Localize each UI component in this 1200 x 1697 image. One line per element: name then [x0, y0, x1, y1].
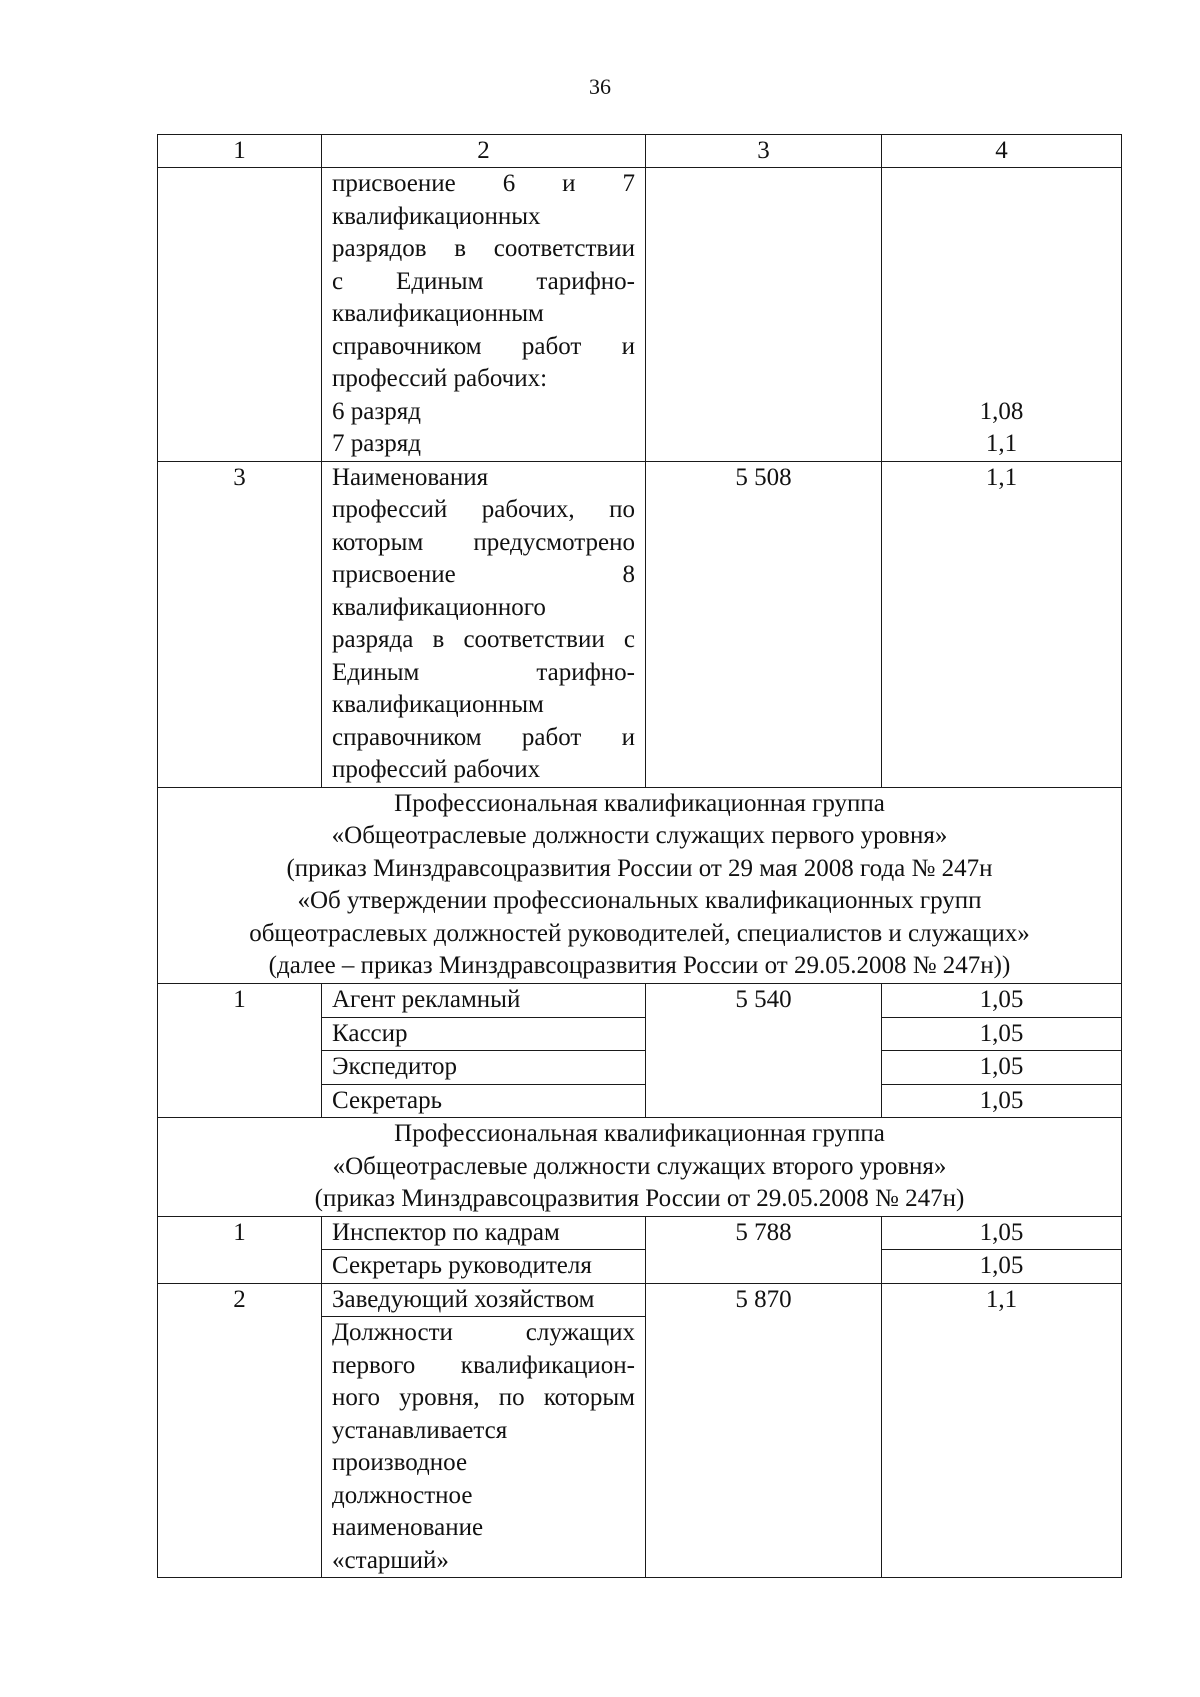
group-header-row [158, 787, 1122, 984]
coefficient-cell: 1,1 [882, 1283, 1122, 1578]
salary-cell: 5 540 [646, 984, 882, 1118]
salary-cell: 5 870 [646, 1283, 882, 1578]
position-description: Должности служащих первого квалификацион- ного уровня, по которым устанавливается производное должностное наименование «старший» [322, 1317, 646, 1578]
coefficient-cell: 1,05 [882, 984, 1122, 1018]
profession-description: Наименования профессий рабочих, по которым предусмотрено присвоение 8 квалификационного разряда в соответствии с Единым тарифно- квалификационным справочником работ и профессий рабочих [322, 461, 646, 787]
position-name: Секретарь [322, 1084, 646, 1118]
table-row [158, 1283, 1122, 1317]
header-col-4: 4 [882, 135, 1122, 168]
position-name: Агент рекламный [322, 984, 646, 1018]
coefficient-cell: 1,05 [882, 1250, 1122, 1284]
table-row [158, 1216, 1122, 1250]
coefficient-cell: 1,05 [882, 1216, 1122, 1250]
table-row [158, 461, 1122, 787]
header-col-1: 1 [158, 135, 322, 168]
group-2-heading: Профессиональная квалификационная группа «Общеотраслевые должности служащих второго уровня» (приказ Минздравсоцразвития России от 29.05.2008 № 247н) [158, 1118, 1122, 1217]
table-row [158, 984, 1122, 1018]
header-col-2: 2 [322, 135, 646, 168]
coefficient-cell: 1,05 [882, 1051, 1122, 1085]
coefficient-cell: 1,1 [882, 461, 1122, 787]
position-name: Секретарь руководителя [322, 1250, 646, 1284]
salary-cell: 5 788 [646, 1216, 882, 1283]
salary-cell: 5 508 [646, 461, 882, 787]
page-number: 36 [589, 74, 611, 99]
table-row [158, 168, 1122, 462]
profession-description: присвоение 6 и 7 квалификационных разрядов в соответствии с Единым тарифно- квалификационным справочником работ и профессий рабочих: 6 разряд 7 разряд [322, 168, 646, 462]
table-header-row [158, 135, 1122, 168]
position-name: Инспектор по кадрам [322, 1216, 646, 1250]
coefficient-cell: 1,05 [882, 1084, 1122, 1118]
salary-cell [646, 168, 882, 462]
group-1-heading: Профессиональная квалификационная группа «Общеотраслевые должности служащих первого уровня» (приказ Минздравсоцразвития России от 29 мая 2008 года № 247н «Об утверждении профессиональных квалификационных групп общеотраслевых должностей руководителей, специалистов и служащих» (далее – приказ Минздравсоцразвития России от 29.05.2008 № 247н)) [158, 787, 1122, 984]
coefficient-cell: 1,05 [882, 1017, 1122, 1051]
header-col-3: 3 [646, 135, 882, 168]
level-cell: 3 [158, 461, 322, 787]
group-header-row [158, 1118, 1122, 1217]
coefficient-7: 1,1 [985, 430, 1018, 457]
coefficient-6: 1,08 [979, 397, 1024, 425]
salary-table [157, 134, 1122, 1578]
position-name: Кассир [322, 1017, 646, 1051]
level-cell: 1 [158, 1216, 322, 1283]
level-cell [158, 168, 322, 462]
level-cell: 2 [158, 1283, 322, 1578]
position-name: Заведующий хозяйством [322, 1283, 646, 1317]
position-name: Экспедитор [322, 1051, 646, 1085]
coefficient-cell [882, 168, 1122, 462]
level-cell: 1 [158, 984, 322, 1118]
